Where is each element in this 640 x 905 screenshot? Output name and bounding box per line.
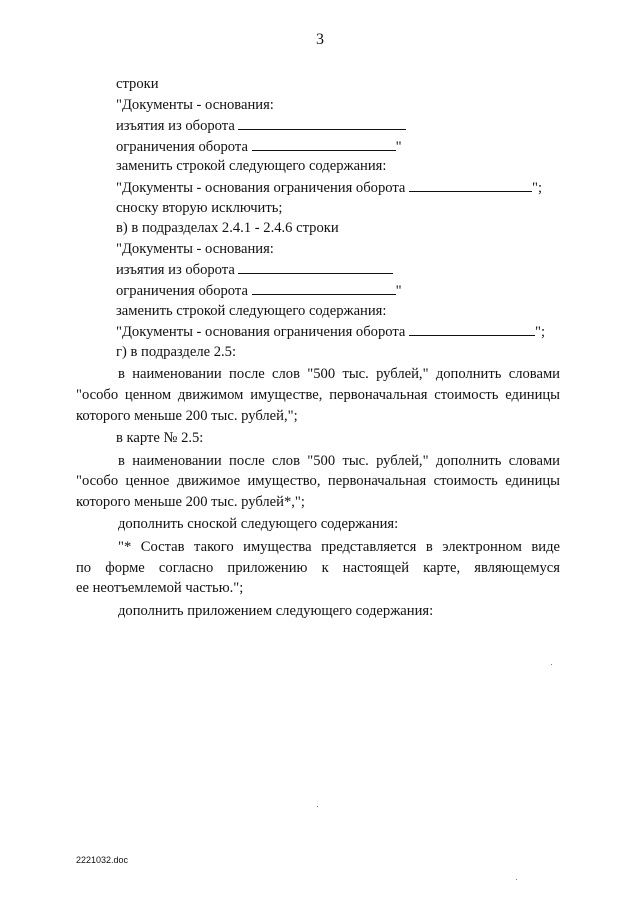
document-body [76,74,560,621]
text-line: которого меньше 200 тыс. рублей,"; [76,407,298,424]
text-line: "Документы - основания: [116,96,274,113]
text-fragment: " [395,138,402,155]
text-line: заменить строкой следующего содержания: [116,302,387,319]
text-line: "особо ценное движимое имущество, первоначальная стоимость единицы [76,473,560,490]
scan-speck [551,664,552,665]
text-fragment: ограничения оборота [116,138,248,155]
text-line: дополнить сноской следующего содержания: [118,516,399,533]
page-number: 3 [316,31,324,48]
blank-line [409,177,532,192]
text-line: г) в подразделе 2.5: [116,343,237,360]
text-line: "особо ценном движимом имуществе, первоначальная стоимость единицы [76,386,560,403]
text-line [76,136,560,157]
blank-line [409,321,535,336]
text-fragment: "; [535,324,546,341]
text-fragment: "Документы - основания ограничения оборота [116,179,406,196]
text-fragment: ограничения оборота [116,282,248,299]
footer-file-name: 2221032.doc [76,855,129,865]
text-line: в карте № 2.5: [116,430,204,447]
scan-speck [516,879,517,880]
text-line [76,280,560,301]
text-fragment: "Документы - основания ограничения оборота [116,324,406,341]
text-fragment: "; [532,179,543,196]
text-line: ее неотъемлемой частью."; [76,580,244,597]
text-fragment: изъятия из оборота [116,262,235,279]
text-line: строки [116,76,159,92]
text-line: в наименовании после слов "500 тыс. рублей," дополнить словами [118,366,560,383]
scan-speck [317,806,318,807]
text-line: дополнить приложением следующего содержания: [118,602,434,619]
text-line [76,259,560,280]
text-line: по форме согласно приложению к настоящей карте, являющемуся [76,559,560,576]
text-fragment: " [395,282,402,299]
blank-line [238,115,406,130]
text-line: которого меньше 200 тыс. рублей*,"; [76,493,305,510]
text-line [76,115,560,136]
text-line: "* Состав такого имущества представляется в электронном виде [118,539,560,556]
text-line [76,321,560,342]
text-fragment: изъятия из оборота [116,118,235,135]
text-line: в наименовании после слов "500 тыс. рублей," дополнить словами [118,452,560,469]
blank-line [252,280,396,295]
text-line: сноску вторую исключить; [116,199,283,216]
text-line: "Документы - основания: [116,240,274,257]
blank-line [252,136,396,151]
text-line: заменить строкой следующего содержания: [116,158,387,175]
text-line: в) в подразделах 2.4.1 - 2.4.6 строки [116,220,339,237]
text-line [76,177,560,198]
blank-line [238,259,393,274]
